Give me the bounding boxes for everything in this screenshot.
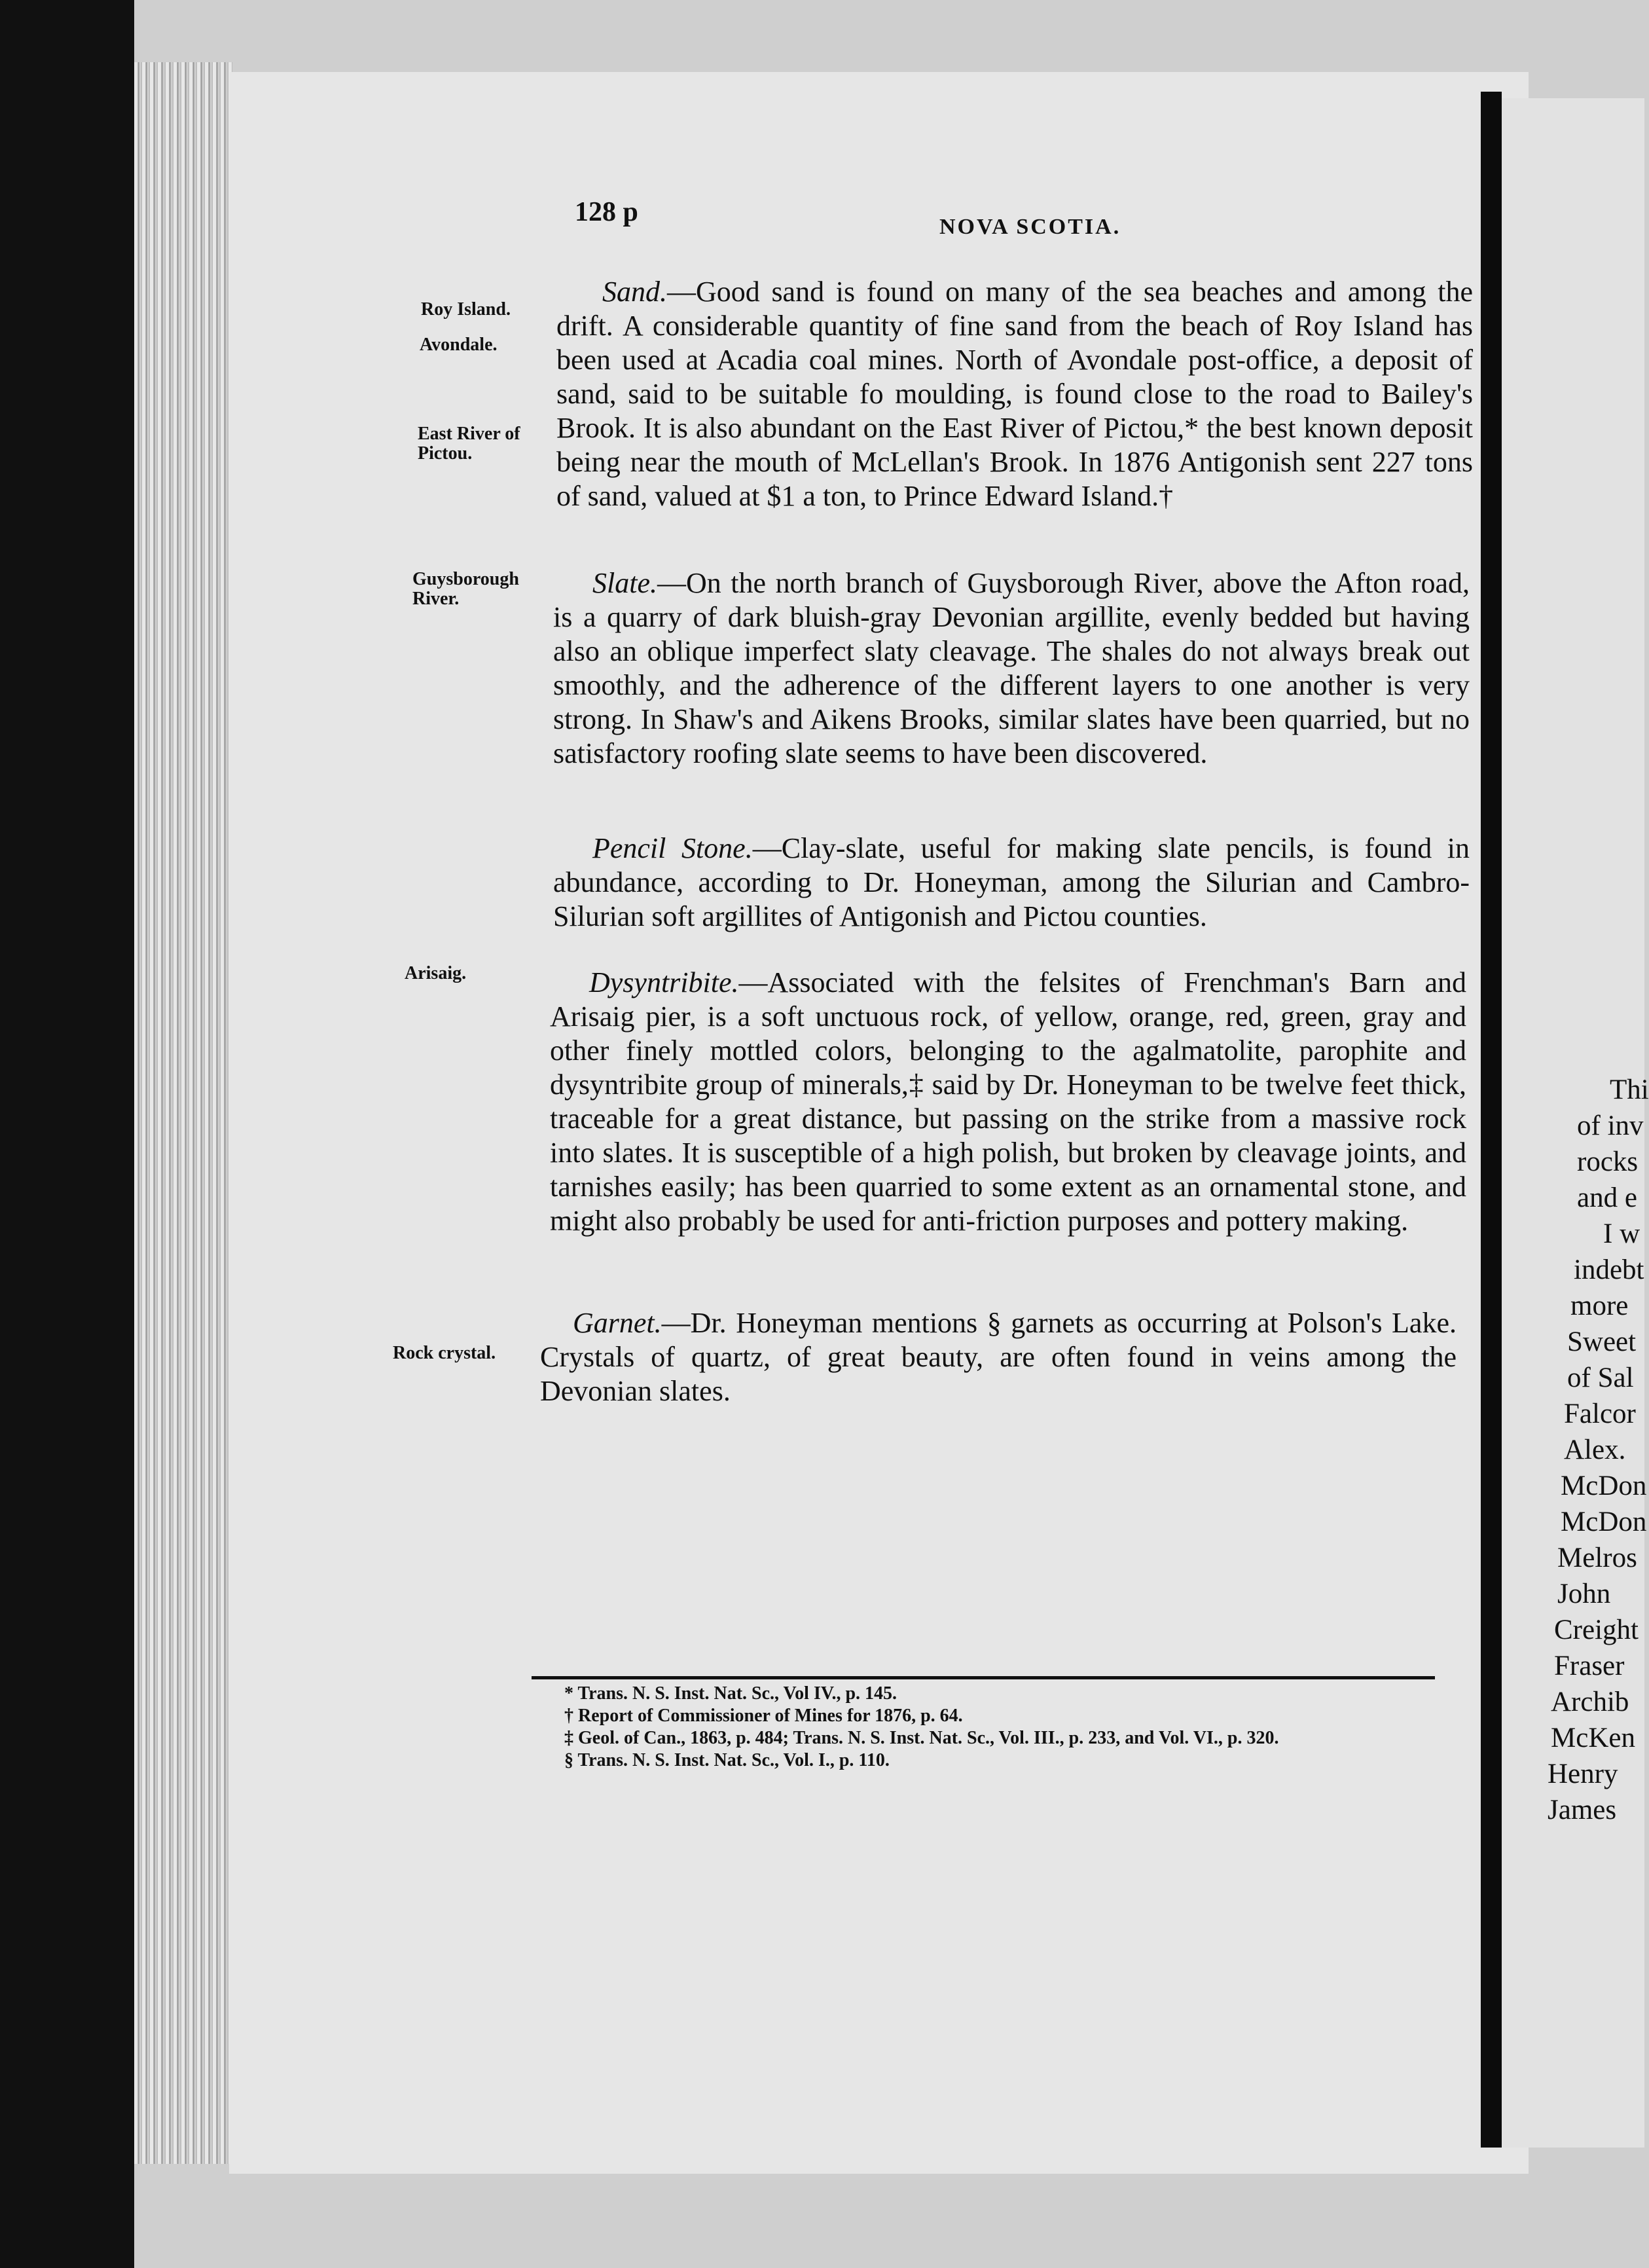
facing-text-line: Alex. bbox=[1564, 1435, 1626, 1465]
paragraph-sand bbox=[556, 275, 1473, 513]
paragraph-heading: Pencil Stone. bbox=[592, 832, 753, 864]
footnotes bbox=[564, 1683, 1435, 1772]
facing-text-line: and e bbox=[1577, 1182, 1637, 1213]
facing-text-line: indebt bbox=[1574, 1254, 1644, 1285]
facing-text-line: Sweet bbox=[1567, 1326, 1637, 1357]
facing-text-line: McDon bbox=[1561, 1471, 1647, 1501]
book-gutter bbox=[1481, 92, 1502, 2148]
facing-text-line: James bbox=[1548, 1795, 1617, 1825]
facing-text-line: Thi bbox=[1610, 1074, 1649, 1105]
footnote: † Report of Commissioner of Mines for 1876, p. 64. bbox=[564, 1706, 963, 1726]
margin-note-guysborough: Guysborough River. bbox=[412, 569, 519, 609]
facing-text-line: of inv bbox=[1577, 1110, 1644, 1141]
facing-text-line: Henry bbox=[1548, 1759, 1618, 1789]
footnote: ‡ Geol. of Can., 1863, p. 484; Trans. N. S. Inst. Nat. Sc., Vol. III., p. 233, and Vol. VI., p. 320. bbox=[564, 1728, 1279, 1748]
scan-left-border bbox=[0, 0, 134, 2268]
facing-text-line: Falcor bbox=[1564, 1399, 1636, 1429]
footnote: § Trans. N. S. Inst. Nat. Sc., Vol. I., p. 110. bbox=[564, 1750, 890, 1770]
facing-text-line: McKen bbox=[1551, 1723, 1635, 1753]
paragraph-pencil-stone bbox=[553, 832, 1470, 934]
paragraph-garnet bbox=[540, 1306, 1457, 1408]
margin-note-arisaig: Arisaig. bbox=[405, 963, 467, 983]
page-edges bbox=[134, 62, 232, 2164]
paragraph-body: —Dr. Honeyman mentions § garnets as occurring at Polson's Lake. Crystals of quartz, of great beauty, are often found in veins among the Devonian slates. bbox=[540, 1307, 1457, 1407]
facing-text-line: Archib bbox=[1551, 1687, 1629, 1717]
paragraph-heading: Dysyntribite. bbox=[589, 966, 739, 998]
facing-text-line: Fraser bbox=[1554, 1651, 1625, 1681]
footnote-rule bbox=[532, 1676, 1435, 1679]
footnote: * Trans. N. S. Inst. Nat. Sc., Vol IV., p. 145. bbox=[564, 1683, 897, 1704]
margin-note-avondale: Avondale. bbox=[420, 335, 498, 355]
facing-text-line: Creight bbox=[1554, 1615, 1639, 1645]
paragraph-body: —Good sand is found on many of the sea beaches and among the drift. A considerable quantity of fine sand from the beach of Roy Island has been used at Acadia coal mines. North of Avondale post-office, a deposit of sand, said to be suitable fo moulding, is found close to the road to Bailey's Brook. It is also abundant on the East River of Pictou,* the best known deposit being near the mouth of McLellan's Brook. In 1876 Antigonish sent 227 tons of sand, valued at $1 a ton, to Prince Edward Island.† bbox=[556, 276, 1473, 512]
margin-note-east-river: East River of Pictou. bbox=[418, 424, 520, 464]
facing-text-line: Melros bbox=[1557, 1543, 1637, 1573]
paragraph-heading: Sand. bbox=[602, 276, 667, 308]
facing-text-line: rocks bbox=[1577, 1146, 1639, 1177]
paragraph-body: —On the north branch of Guysborough River, above the Afton road, is a quarry of dark bluish-gray Devonian argillite, evenly bedded but having also an oblique imperfect slaty cleavage. The shales do not always break out smoothly, and the adherence of the different layers to one another is very strong. In Shaw's and Aikens Brooks, similar slates have been quarried, but no satisfactory roofing slate seems to have been discovered. bbox=[553, 567, 1470, 769]
paragraph-dysyntribite bbox=[550, 966, 1466, 1238]
facing-text-line: McDon bbox=[1561, 1507, 1647, 1537]
page-number: 128 p bbox=[575, 197, 638, 227]
facing-text-line: of Sal bbox=[1567, 1363, 1634, 1393]
running-title: NOVA SCOTIA. bbox=[939, 215, 1121, 239]
margin-note-rock-crystal: Rock crystal. bbox=[393, 1343, 496, 1363]
facing-page bbox=[1502, 98, 1649, 2148]
paragraph-body: —Associated with the felsites of Frenchman's Barn and Arisaig pier, is a soft unctuous rock, of yellow, orange, red, green, gray and other finely mottled colors, belonging to the agalmatolite, parophite and dysyntribite group of minerals,‡ said by Dr. Honeyman to be twelve feet thick, traceable for a great distance, but passing on the strike from a massive rock into slates. It is susceptible of a high polish, but broken by cleavage joints, and tarnishes easily; has been quarried to some extent as an ornamental stone, and might also probably be used for anti-friction purposes and pottery making. bbox=[550, 966, 1466, 1237]
paragraph-slate bbox=[553, 566, 1470, 771]
paragraph-heading: Slate. bbox=[592, 567, 657, 599]
paragraph-heading: Garnet. bbox=[573, 1307, 662, 1339]
facing-text-line: John bbox=[1557, 1579, 1611, 1609]
paragraph-body: —Clay-slate, useful for making slate pencils, is found in abundance, according to Dr. Honeyman, among the Silurian and Cambro-Silurian soft argillites of Antigonish and Pictou counties. bbox=[553, 832, 1470, 932]
facing-text-line: I w bbox=[1603, 1218, 1640, 1249]
margin-note-roy-island: Roy Island. bbox=[421, 299, 511, 320]
facing-text-line: more bbox=[1570, 1290, 1629, 1321]
